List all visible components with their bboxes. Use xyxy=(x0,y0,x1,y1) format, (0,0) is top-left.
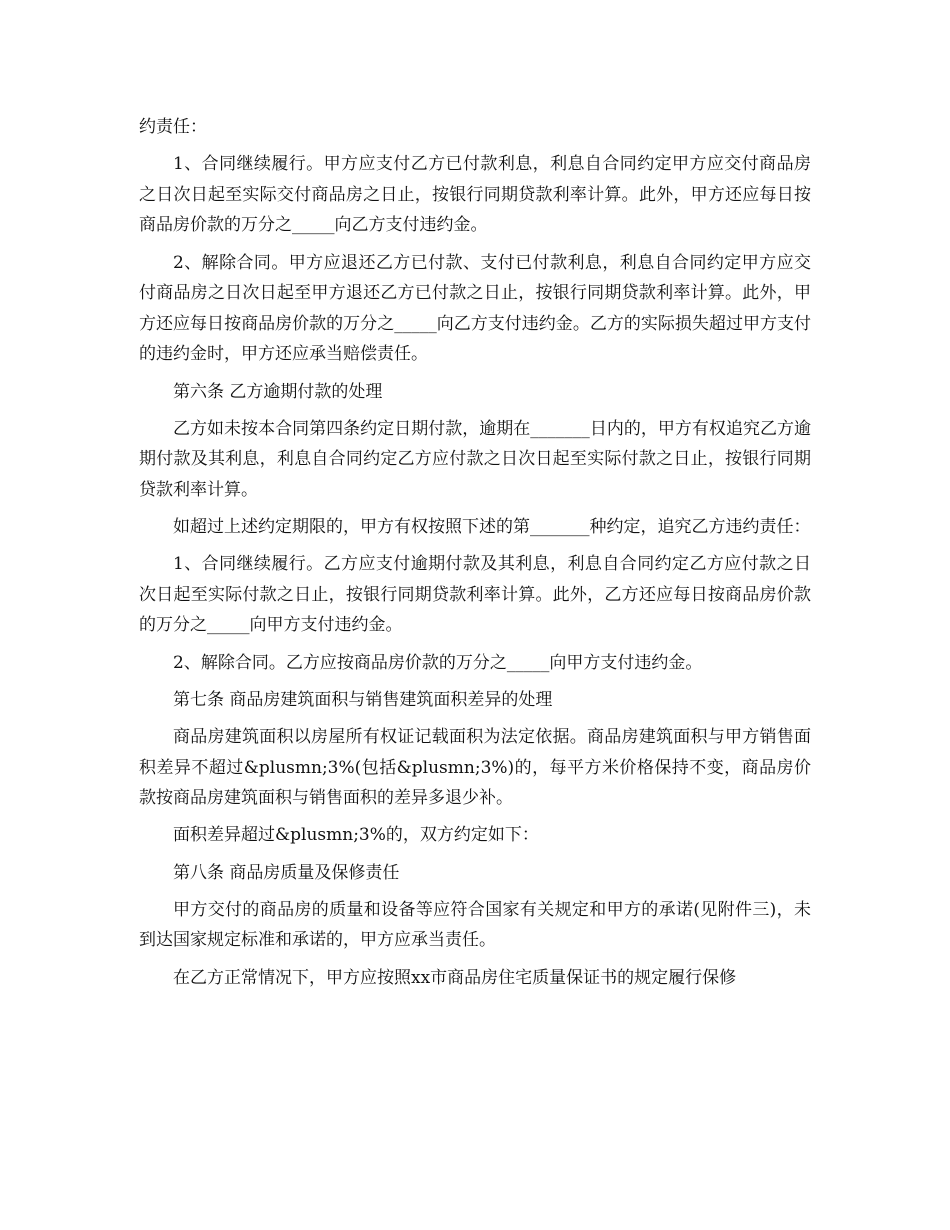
paragraph-late-payment: 乙方如未按本合同第四条约定日期付款，逾期在_______日内的，甲方有权追究乙方逾期付款及其利息，利息自合同约定乙方应付款之日次日起至实际付款之日止，按银行同期贷款利率计算。 xyxy=(139,418,811,500)
heading-article-8: 第八条 商品房质量及保修责任 xyxy=(173,862,400,883)
paragraph-area-difference: 面积差异超过&plusmn;3%的，双方约定如下： xyxy=(173,825,539,846)
paragraph-quality-standards: 甲方交付的商品房的质量和设备等应符合国家有关规定和甲方的承诺(见附件三)，未到达国家规定标准和承诺的，甲方应承当责任。 xyxy=(139,899,811,951)
heading-article-7: 第七条 商品房建筑面积与销售建筑面积差异的处理 xyxy=(173,689,553,710)
paragraph-clause-2-terminate-contract: 2、解除合同。甲方应退还乙方已付款、支付已付款利息，利息自合同约定甲方应交付商品房之日次日起至甲方退还乙方已付款之日止，按银行同期贷款利率计算。此外，甲方还应每日按商品房价款的万分之_____向乙方支付违约金。乙方的实际损失超过甲方支付的违约金时，甲方还应承当赔偿责任。 xyxy=(139,252,811,365)
paragraph-buyer-terminate-contract: 2、解除合同。乙方应按商品房价款的万分之_____向甲方支付违约金。 xyxy=(173,652,703,673)
paragraph-continuation: 约责任： xyxy=(139,117,207,137)
paragraph-buyer-continue-performance: 1、合同继续履行。乙方应支付逾期付款及其利息，利息自合同约定乙方应付款之日次日起至实际付款之日止，按银行同期贷款利率计算。此外，乙方还应每日按商品房价款的万分之_____向甲方支付违约金。 xyxy=(139,554,811,636)
paragraph-warranty: 在乙方正常情况下，甲方应按照xx市商品房住宅质量保证书的规定履行保修 xyxy=(173,967,737,988)
heading-article-6: 第六条 乙方逾期付款的处理 xyxy=(173,381,383,402)
paragraph-exceed-deadline: 如超过上述约定期限的，甲方有权按照下述的第_______种约定，追究乙方违约责任： xyxy=(173,517,811,538)
paragraph-clause-1-continue-performance: 1、合同继续履行。甲方应支付乙方已付款利息，利息自合同约定甲方应交付商品房之日次日起至实际交付商品房之日止，按银行同期贷款利率计算。此外，甲方还应每日按商品房价款的万分之_____向乙方支付违约金。 xyxy=(139,154,811,236)
document-page xyxy=(139,112,811,1000)
paragraph-area-basis: 商品房建筑面积以房屋所有权证记载面积为法定依据。商品房建筑面积与甲方销售面积差异不超过&plusmn;3%(包括&plusmn;3%)的，每平方米价格保持不变，商品房价款按商品房建筑面积与销售面积的差异多退少补。 xyxy=(139,727,811,809)
